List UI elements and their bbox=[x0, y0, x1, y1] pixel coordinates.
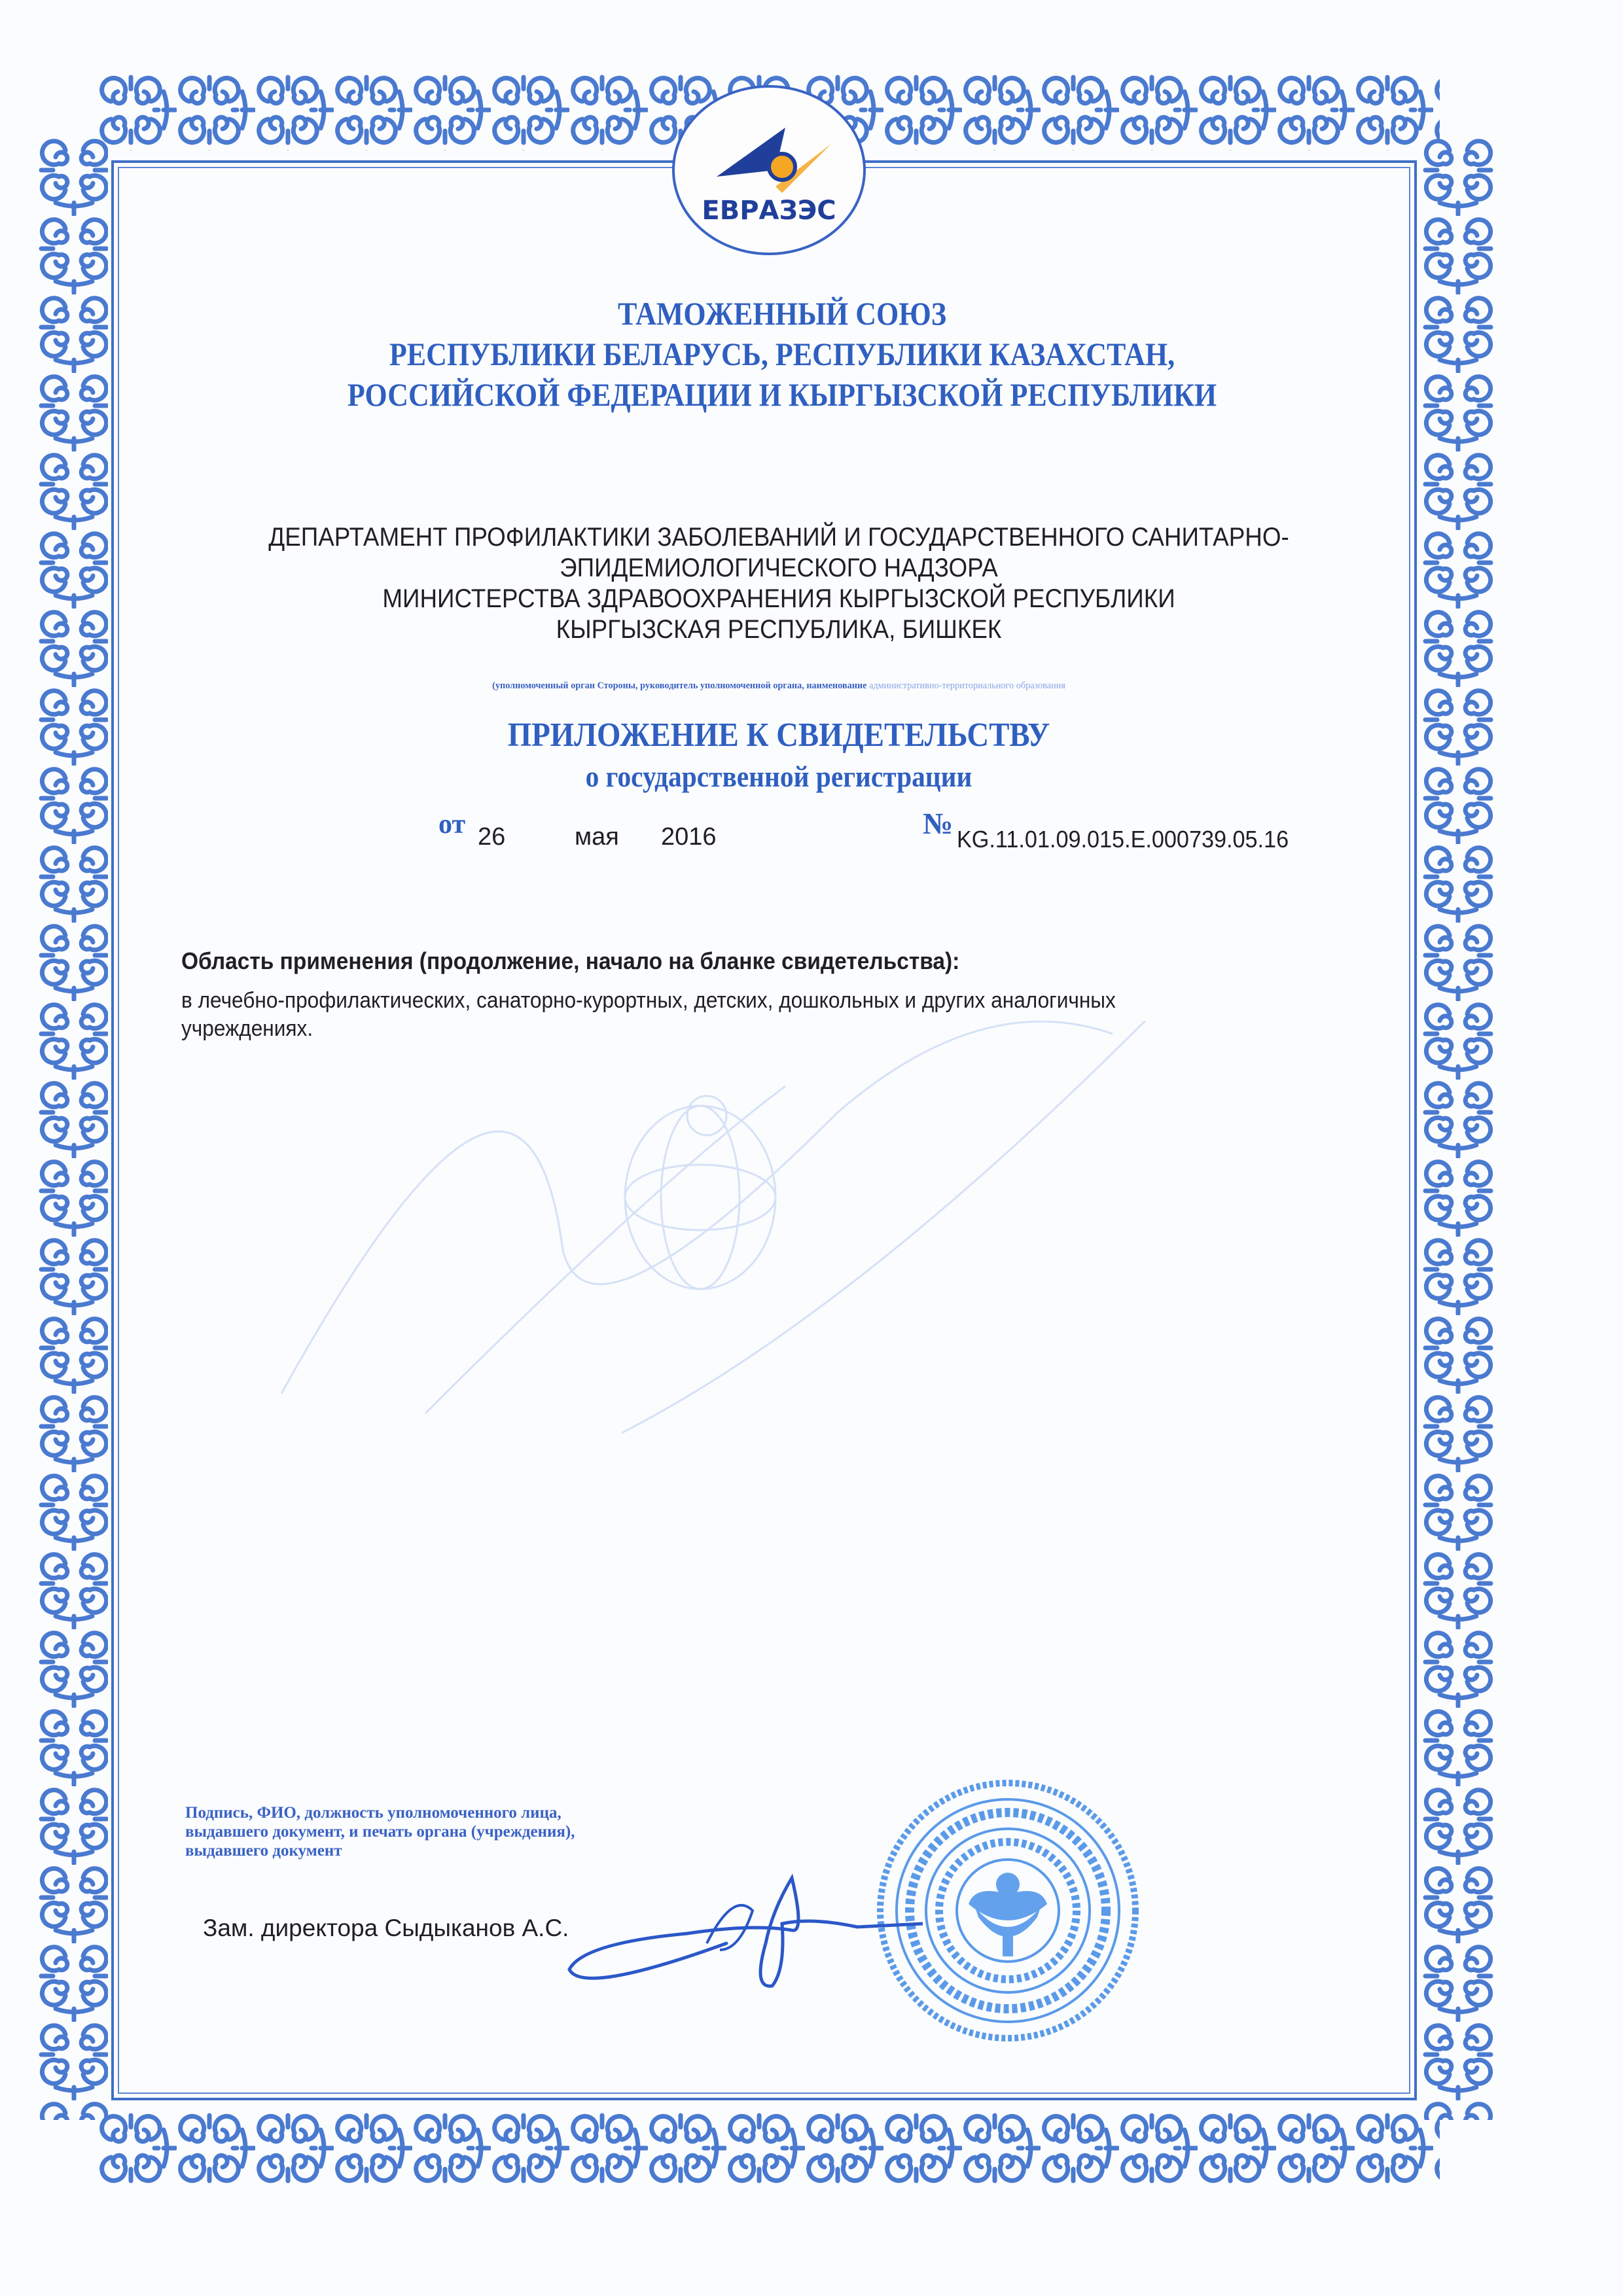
union-line: ТАМОЖЕННЫЙ СОЮЗ bbox=[617, 295, 947, 332]
signature-hint-line: выдавшего документ bbox=[185, 1842, 342, 1860]
scope-heading: Область применения (продолжение, начало на бланке свидетельства): bbox=[181, 947, 960, 974]
signer-name: Зам. директора Сыдыканов А.С. bbox=[203, 1915, 569, 1941]
ornament-border-right bbox=[1420, 137, 1495, 2120]
date-month: мая bbox=[575, 823, 619, 851]
date-label: от bbox=[438, 809, 466, 839]
document-title: ПРИЛОЖЕНИЕ К СВИДЕТЕЛЬСТВУ bbox=[507, 716, 1050, 754]
authority-line: МИНИСТЕРСТВА ЗДРАВООХРАНЕНИЯ КЫРГЫЗСКОЙ РЕСПУБЛИКИ bbox=[382, 584, 1175, 613]
authority-line: ЭПИДЕМИОЛОГИЧЕСКОГО НАДЗОРА bbox=[560, 554, 998, 582]
union-line: РЕСПУБЛИКИ БЕЛАРУСЬ, РЕСПУБЛИКИ КАЗАХСТАН, bbox=[389, 336, 1175, 372]
registration-number: KG.11.01.09.015.E.000739.05.16 bbox=[957, 826, 1289, 853]
signature-hint bbox=[185, 1803, 575, 1860]
evrazes-logo bbox=[671, 79, 867, 255]
ornament-border-bottom bbox=[98, 2110, 1440, 2185]
date-year: 2016 bbox=[661, 823, 717, 851]
union-line: РОССИЙСКОЙ ФЕДЕРАЦИИ И КЫРГЫЗСКОЙ РЕСПУБЛИКИ bbox=[347, 376, 1217, 413]
handwritten-signature bbox=[556, 1871, 923, 2002]
union-header bbox=[266, 293, 1297, 415]
issuing-authority bbox=[213, 522, 1345, 645]
svg-text:ЕВРАЗЭС: ЕВРАЗЭС bbox=[702, 196, 836, 226]
ornament-border-left bbox=[36, 137, 108, 2120]
globe-watermark bbox=[196, 1021, 1342, 1511]
authority-line: КЫРГЫЗСКАЯ РЕСПУБЛИКА, БИШКЕК bbox=[556, 615, 1002, 644]
document-subtitle: о государственной регистрации bbox=[585, 760, 972, 793]
signature-hint-line: Подпись, ФИО, должность уполномоченного лица, bbox=[185, 1804, 562, 1822]
kyrgyz-emblem-icon bbox=[969, 1873, 1047, 1956]
authority-line: ДЕПАРТАМЕНТ ПРОФИЛАКТИКИ ЗАБОЛЕВАНИЙ И ГОСУДАРСТВЕННОГО САНИТАРНО- bbox=[268, 523, 1289, 552]
authority-hint-faint: административно-территориального образования bbox=[869, 680, 1065, 691]
authority-hint bbox=[226, 680, 1332, 692]
scope-text: в лечебно-профилактических, санаторно-курортных, детских, дошкольных и других аналогичных учреждениях. bbox=[181, 988, 1116, 1041]
number-label: № bbox=[923, 807, 954, 840]
authority-hint-main: (уполномоченный орган Стороны, руководитель уполномоченной органа, наименование bbox=[492, 680, 867, 691]
signature-hint-line: выдавшего документ, и печать органа (учреждения), bbox=[185, 1823, 575, 1841]
date-day: 26 bbox=[478, 823, 506, 851]
